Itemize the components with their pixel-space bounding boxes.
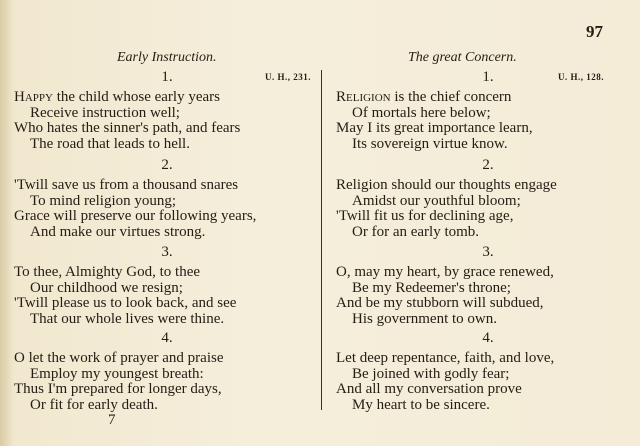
- stanza: [14, 329, 314, 413]
- verse-line: And be my stubborn will subdued,: [336, 295, 544, 311]
- verse-line: Happy the child whose early years: [14, 89, 220, 105]
- verse-line: His government to own.: [352, 310, 497, 327]
- stanza: [14, 156, 314, 240]
- stanza-number: 1.: [161, 69, 173, 85]
- stanza-number: 4.: [161, 330, 173, 346]
- verse-line: 'Twill fit us for declining age,: [336, 208, 514, 224]
- stanza-number: 2.: [161, 157, 173, 173]
- signature-mark: 7: [108, 412, 116, 428]
- first-word: Religion: [336, 89, 391, 105]
- stanza: [336, 156, 632, 240]
- stanza: [336, 243, 632, 327]
- stanza: [14, 243, 314, 327]
- verse-line: Religion should our thoughts engage: [336, 177, 557, 193]
- stanza: [336, 329, 632, 413]
- stanza: [336, 68, 632, 152]
- verse-line: Or for an early tomb.: [352, 223, 480, 240]
- stanza-number: 4.: [482, 330, 494, 346]
- verse-line: Thus I'm prepared for longer days,: [14, 381, 222, 397]
- verse-line: Its sovereign virtue know.: [352, 135, 508, 152]
- verse-line: My heart to be sincere.: [352, 396, 490, 413]
- verse-line: Who hates the sinner's path, and fears: [14, 120, 241, 136]
- verse-line: O let the work of prayer and praise: [14, 350, 224, 366]
- verse-line: To mind religion young;: [30, 192, 177, 209]
- verse-line: Be my Redeemer's throne;: [352, 279, 511, 296]
- verse-line: Let deep repentance, faith, and love,: [336, 350, 555, 366]
- first-word: Happy: [14, 89, 53, 105]
- stanza-number: 1.: [482, 69, 494, 85]
- verse-line: O, may my heart, by grace renewed,: [336, 264, 554, 280]
- verse-line: 'Twill save us from a thousand snares: [14, 177, 239, 193]
- hymn-title: The great Concern.: [408, 50, 517, 65]
- stanza: [14, 68, 314, 152]
- verse-line: 'Twill please us to look back, and see: [14, 295, 237, 311]
- verse-line: That our whole lives were thine.: [30, 310, 225, 327]
- stanza-number: 2.: [482, 157, 494, 173]
- verse-line: Or fit for early death.: [30, 396, 158, 413]
- verse-line: May I its great importance learn,: [336, 120, 533, 136]
- verse-line: Religion is the chief concern: [336, 89, 512, 105]
- verse-line: And all my conversation prove: [336, 381, 522, 397]
- tune-reference: U. H., 231.: [265, 72, 311, 82]
- column-divider: [321, 70, 322, 410]
- tune-reference: U. H., 128.: [558, 72, 604, 82]
- verse-line: Our childhood we resign;: [30, 279, 183, 296]
- stanza-number: 3.: [161, 244, 173, 260]
- verse-line: The road that leads to hell.: [30, 135, 190, 152]
- verse-line: Employ my youngest breath:: [30, 365, 204, 382]
- hymn-title: Early Instruction.: [117, 50, 217, 65]
- verse-line: Be joined with godly fear;: [352, 365, 510, 382]
- verse-line: Receive instruction well;: [30, 104, 180, 121]
- verse-line: And make our virtues strong.: [30, 223, 206, 240]
- verse-line: Grace will preserve our following years,: [14, 208, 257, 224]
- stanza-number: 3.: [482, 244, 494, 260]
- verse-line: Amidst our youthful bloom;: [352, 192, 521, 209]
- verse-line: Of mortals here below;: [352, 104, 491, 121]
- verse-line: To thee, Almighty God, to thee: [14, 264, 201, 280]
- page-number: 97: [586, 22, 603, 41]
